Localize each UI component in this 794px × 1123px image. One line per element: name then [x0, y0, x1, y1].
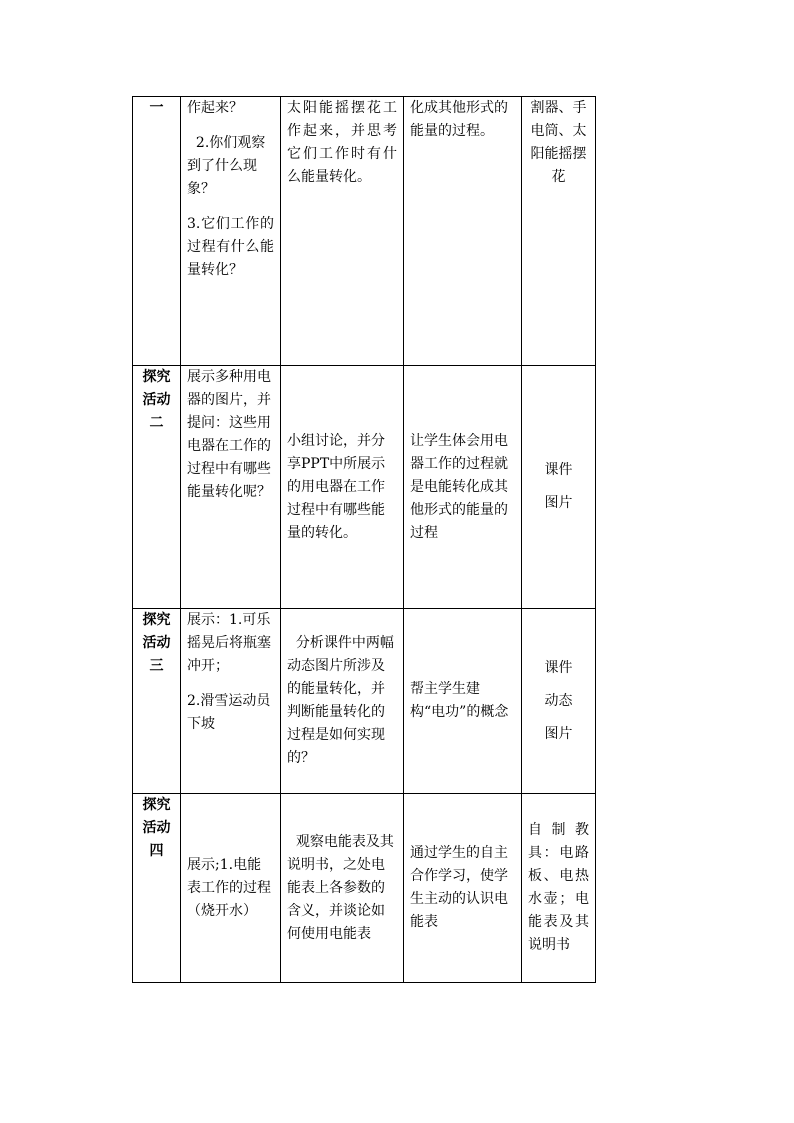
activity-label: 探究活动二 — [142, 369, 171, 431]
design-intent-cell — [404, 97, 522, 366]
resources-cell — [522, 366, 596, 609]
teacher-text: 2.滑雪运动员下坡 — [187, 693, 271, 732]
resources-text: 图片 — [544, 725, 573, 742]
design-intent-cell — [404, 794, 522, 983]
activity-cell — [133, 97, 181, 366]
student-activity-cell — [281, 609, 404, 794]
table-row — [133, 794, 596, 983]
intent-text: 化成其他形式的能量的过程。 — [410, 100, 508, 139]
activity-label: 探究活动三 — [142, 612, 171, 674]
teacher-text: 展示：1.可乐摇晃后将瓶塞冲开； — [187, 612, 271, 674]
student-text: 分析课件中两幅动态图片所涉及的能量转化，并判断能量转化的过程是如何实现的？ — [287, 635, 394, 766]
teacher-text: 作起来？ — [187, 100, 243, 116]
intent-text: 让学生体会用电器工作的过程就是电能转化成其他形式的能量的过程 — [410, 432, 508, 541]
activity-cell — [133, 366, 181, 609]
table-row — [133, 366, 596, 609]
teacher-text: 2.你们观察到了什么现象？ — [187, 135, 266, 197]
resources-cell — [522, 794, 596, 983]
activity-label: 一 — [149, 100, 164, 116]
teacher-activity-cell — [181, 366, 281, 609]
teacher-activity-cell — [181, 97, 281, 366]
table-row — [133, 609, 596, 794]
resources-text: 自制教具：电路板、电热水壶；电能表及其说明书 — [528, 822, 589, 953]
resources-cell — [522, 609, 596, 794]
student-text: 小组讨论，并分享PPT中所展示的用电器在工作过程中有哪些能量的转化。 — [287, 432, 386, 541]
resources-text: 课件 — [544, 462, 573, 478]
teacher-text: 3.它们工作的过程有什么能量转化？ — [187, 216, 274, 278]
intent-text: 通过学生的自主合作学习，使学生主动的认识电能表 — [410, 845, 508, 930]
student-activity-cell — [281, 97, 404, 366]
student-activity-cell — [281, 366, 404, 609]
design-intent-cell — [404, 609, 522, 794]
design-intent-cell — [404, 366, 522, 609]
activity-cell — [133, 609, 181, 794]
teacher-activity-cell — [181, 794, 281, 983]
resources-text: 动态 — [544, 692, 573, 709]
table-row — [133, 97, 596, 366]
student-text: 观察电能表及其说明书，之处电能表上各参数的含义，并谈论如何使用电能表 — [287, 833, 394, 942]
resources-cell — [522, 97, 596, 366]
resources-text: 割器、手电筒、太阳能摇摆花 — [530, 100, 587, 185]
intent-text: 帮主学生建构“电功”的概念 — [410, 681, 509, 720]
teacher-text: 展示多种用电器的图片，并提问：这些用电器在工作的过程中有哪些能量转化呢？ — [187, 369, 271, 500]
resources-text: 图片 — [544, 495, 573, 511]
teacher-activity-cell — [181, 609, 281, 794]
student-activity-cell — [281, 794, 404, 983]
activity-cell — [133, 794, 181, 983]
lesson-plan-table — [132, 96, 596, 983]
activity-label: 探究活动四 — [142, 797, 171, 859]
resources-text: 课件 — [544, 659, 573, 676]
teacher-text: 展示;1.电能表工作的过程（烧开水） — [187, 856, 271, 919]
student-text: 太阳能摇摆花工作起来，并思考它们工作时有什么能量转化。 — [287, 100, 397, 185]
